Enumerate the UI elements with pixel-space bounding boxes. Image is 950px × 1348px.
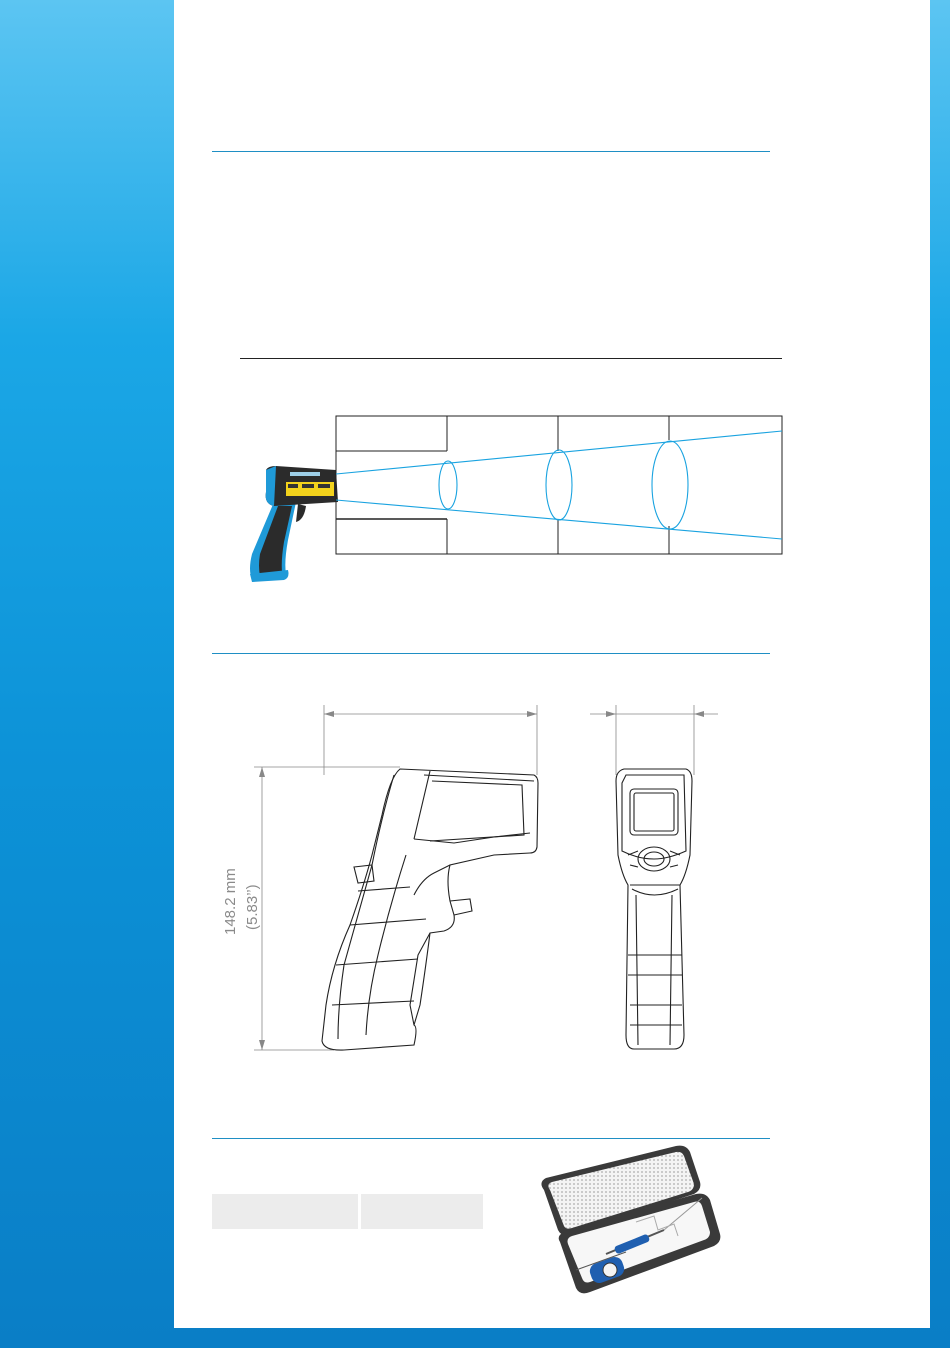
- carry-case-illustration: [536, 1142, 736, 1302]
- front-view-drawing: [588, 705, 728, 1055]
- page-sheet: [174, 0, 930, 1328]
- section-divider-dimensions: [212, 653, 770, 654]
- side-view-drawing: [254, 705, 584, 1065]
- section-divider-top: [212, 151, 770, 152]
- field-of-view-diagram: [334, 414, 784, 556]
- spec-table-rule: [240, 358, 782, 359]
- section-divider-accessories: [212, 1138, 770, 1139]
- accessories-table-header-cell: [361, 1194, 483, 1229]
- height-in-label: (5.83’’): [244, 884, 261, 930]
- accessories-table: [212, 1194, 483, 1229]
- thermometer-product-photo: [244, 462, 344, 582]
- accessories-table-header-cell: [212, 1194, 358, 1229]
- height-mm-label: 148.2 mm: [222, 868, 239, 935]
